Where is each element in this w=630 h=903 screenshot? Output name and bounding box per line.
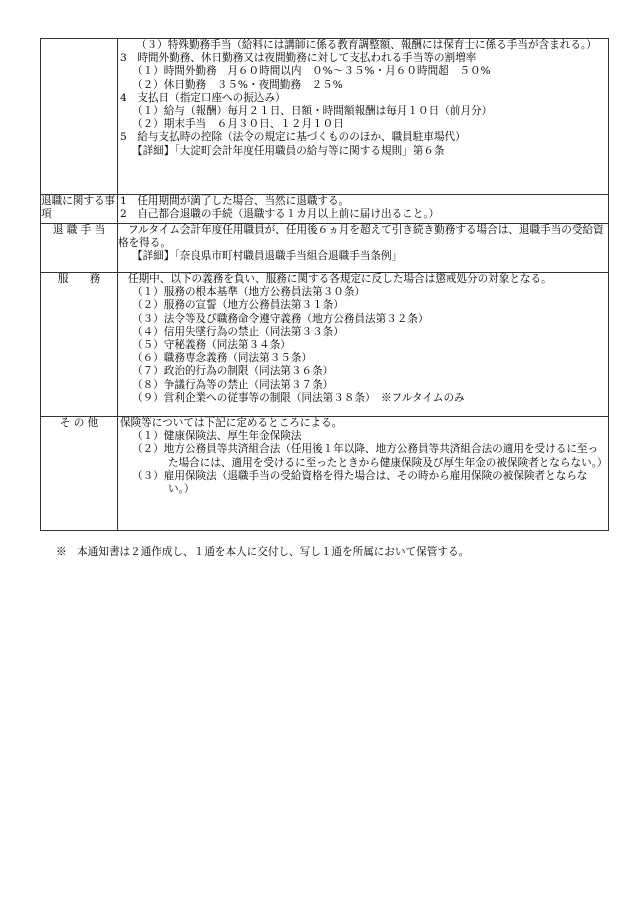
- retirement-line: 2 自己都合退職の手続（退職する１カ月以上前に届け出ること。）: [120, 208, 440, 221]
- table-row-service-duty: [41, 273, 609, 417]
- retirement-allowance-content-cell: [118, 224, 609, 273]
- service-duty-line: （２）服務の宣誓（地方公務員法第３１条）: [132, 299, 344, 312]
- other-label: そ の 他: [41, 417, 118, 531]
- salary-line: （２）休日勤務 ３５%・夜間勤務 ２５%: [132, 78, 343, 91]
- service-duty-line: （８）争議行為等の禁止（同法第３７条）: [132, 378, 334, 391]
- salary-line: （３）特殊勤務手当（給料には講師に係る教育調整額、報酬には保育士に係る手当が含まれる。）: [136, 39, 597, 51]
- table-row-retirement-allowance: [41, 224, 609, 273]
- other-content-cell: [118, 417, 609, 531]
- retirement-allowance-detail-reference: 【詳細】「奈良県市町村職員退職手当組合退職手当条例」: [132, 250, 403, 263]
- salary-line: 4 支払日（指定口座への振込み）: [120, 91, 286, 104]
- other-line: 保険等については下記に定めるところによる。: [120, 417, 343, 429]
- salary-line: （１）給与（報酬）毎月２１日、日額・時間額報酬は毎月１０日（前月分）: [132, 105, 493, 118]
- salary-line: （１）時間外勤務 月６０時間以内 ０%～３５%・月６０時間超 ５０%: [132, 65, 491, 78]
- other-line: （２）地方公務員等共済組合法（任用後１年以降、地方公務員等共済組合法の適用を受けるに至った場合には、適用を受けるに至ったときから健康保険及び厚生年金の被保険者とならない。）: [132, 443, 608, 469]
- employment-terms-table: [40, 38, 609, 531]
- service-duty-line: （７）政治的行為の制限（同法第３６条）: [132, 365, 334, 378]
- salary-content-cell: [118, 39, 609, 195]
- table-row-retirement: [41, 195, 609, 224]
- other-line: （３）雇用保険法（退職手当の受給資格を得た場合は、その時から雇用保険の被保険者とならない。）: [132, 469, 588, 496]
- service-duty-line: （９）営利企業への従事等の制限（同法第３８条） ※フルタイムのみ: [132, 391, 465, 404]
- retirement-allowance-label: 退 職 手 当: [41, 224, 118, 273]
- service-duty-line: （１）服務の根本基準（地方公務員法第３０条）: [132, 286, 366, 299]
- retirement-line: 1 任用期間が満了した場合、当然に退職する。: [120, 195, 350, 207]
- footer-note: ※ 本通知書は２通作成し、１通を本人に交付し、写し１通を所属において保管する。: [56, 546, 470, 558]
- salary-line: （２）期末手当 ６月３０日、１２月１０日: [132, 118, 344, 131]
- salary-label-cell: [41, 39, 118, 195]
- other-line: （１）健康保険法、厚生年金保険法: [132, 430, 302, 443]
- service-duty-label: 服 務: [41, 273, 118, 417]
- service-duty-content-cell: [118, 273, 609, 417]
- service-duty-line: （３）法令等及び職務命令遵守義務（地方公務員法第３２条）: [132, 312, 429, 325]
- retirement-content-cell: [118, 195, 609, 224]
- service-duty-line: 任期中、以下の義務を負い、服務に関する各規定に反した場合は懲戒処分の対象となる。: [128, 273, 552, 285]
- service-duty-line: （５）守秘義務（同法第３４条）: [132, 339, 291, 352]
- retirement-label: 退職に関する事項: [41, 195, 118, 224]
- salary-detail-reference: 【詳細】「大淀町会計年度任用職員の給与等に関する規則」第６条: [132, 144, 445, 157]
- retirement-allowance-line: フルタイム会計年度任用職員が、任用後６ヵ月を超えて引き続き勤務する場合は、退職手当の受給資格を得る。: [118, 224, 604, 250]
- table-row-other: [41, 417, 609, 531]
- salary-line: 3 時間外勤務、休日勤務又は夜間勤務に対して支払われる手当等の割増率: [120, 52, 477, 65]
- salary-line: 5 給与支払時の控除（法令の規定に基づくもののほか、職員駐車場代）: [120, 131, 466, 144]
- table-row-salary: [41, 39, 609, 195]
- service-duty-line: （６）職務専念義務（同法第３５条）: [132, 352, 313, 365]
- service-duty-line: （４）信用失墜行為の禁止（同法第３３条）: [132, 325, 344, 338]
